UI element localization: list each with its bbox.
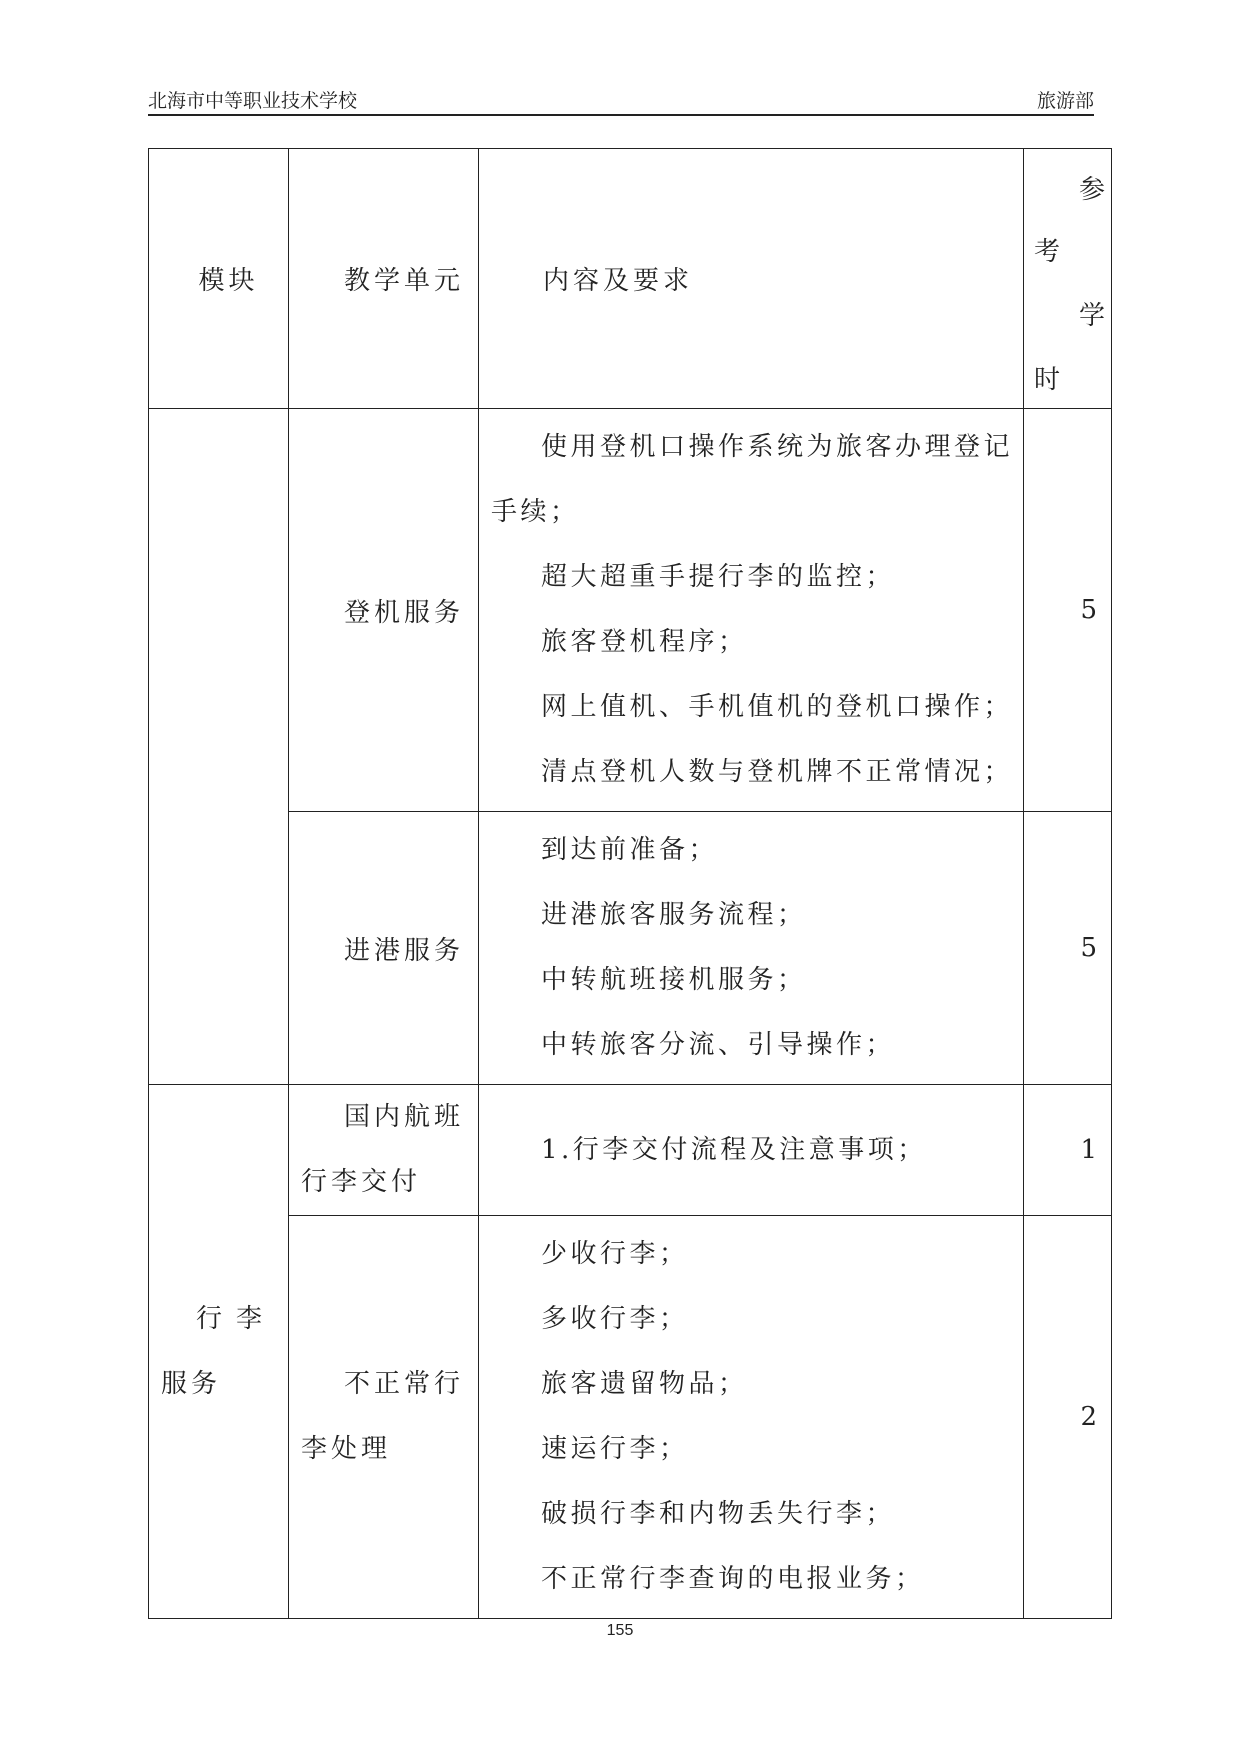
unit-cell: 进港服务	[289, 812, 479, 1085]
syllabus-table	[148, 148, 1112, 1619]
unit-cell: 登机服务	[289, 409, 479, 812]
unit-cell	[289, 1216, 479, 1619]
module-label-line: 服务	[161, 1368, 222, 1399]
header-hours-char: 考	[1034, 237, 1061, 267]
header-hours	[1024, 149, 1112, 409]
header-content: 内容及要求	[479, 149, 1024, 409]
hours-cell: 5	[1024, 812, 1112, 1085]
table-header-row	[149, 149, 1112, 409]
unit-label-line: 李处理	[301, 1434, 392, 1464]
table-row	[149, 1085, 1112, 1216]
content-line: 破损行李和内物丢失行李；	[541, 1499, 896, 1529]
header-hours-char: 时	[1034, 365, 1061, 395]
content-line: 不正常行李查询的电报业务；	[541, 1564, 925, 1594]
module-label-line: 行李	[195, 1303, 276, 1334]
hours-cell: 1	[1024, 1085, 1112, 1216]
content-line: 到达前准备；	[541, 835, 719, 865]
content-line: 速运行李；	[541, 1434, 689, 1464]
header-hours-char: 参	[1078, 175, 1105, 205]
unit-label-line: 行李交付	[301, 1167, 422, 1197]
content-line: 清点登机人数与登机牌不正常情况；	[541, 757, 1014, 787]
content-cell	[479, 1216, 1024, 1619]
content-line: 旅客登机程序；	[541, 627, 748, 657]
table-row	[149, 409, 1112, 812]
school-name: 北海市中等职业技术学校	[148, 90, 358, 112]
content-line: 进港旅客服务流程；	[541, 900, 807, 930]
content-cell	[479, 812, 1024, 1085]
module-cell-empty	[149, 409, 289, 1085]
unit-cell	[289, 1085, 479, 1216]
hours-cell: 2	[1024, 1216, 1112, 1619]
page-header	[148, 86, 1094, 116]
content-line: 超大超重手提行李的监控；	[541, 562, 896, 592]
header-hours-char: 学	[1078, 301, 1105, 331]
unit-label-line: 不正常行	[343, 1369, 464, 1399]
table-row	[149, 812, 1112, 1085]
content-line: 旅客遗留物品；	[541, 1369, 748, 1399]
content-line: 使用登机口操作系统为旅客办理登记	[541, 432, 1014, 462]
module-cell	[149, 1085, 289, 1619]
page-number: 155	[606, 1622, 634, 1639]
content-line: 1.行李交付流程及注意事项；	[541, 1134, 927, 1165]
content-line: 网上值机、手机值机的登机口操作；	[541, 692, 1014, 722]
content-line: 中转航班接机服务；	[541, 965, 807, 995]
unit-label-line: 国内航班	[343, 1102, 464, 1132]
header-module: 模块	[149, 149, 289, 409]
department-name: 旅游部	[1036, 90, 1094, 112]
content-line: 少收行李；	[541, 1239, 689, 1269]
content-line: 中转旅客分流、引导操作；	[541, 1030, 896, 1060]
content-cell	[479, 409, 1024, 812]
content-line: 多收行李；	[541, 1304, 689, 1334]
content-cell	[479, 1085, 1024, 1216]
hours-cell: 5	[1024, 409, 1112, 812]
content-line: 手续；	[491, 497, 580, 527]
header-unit: 教学单元	[289, 149, 479, 409]
table-row	[149, 1216, 1112, 1619]
